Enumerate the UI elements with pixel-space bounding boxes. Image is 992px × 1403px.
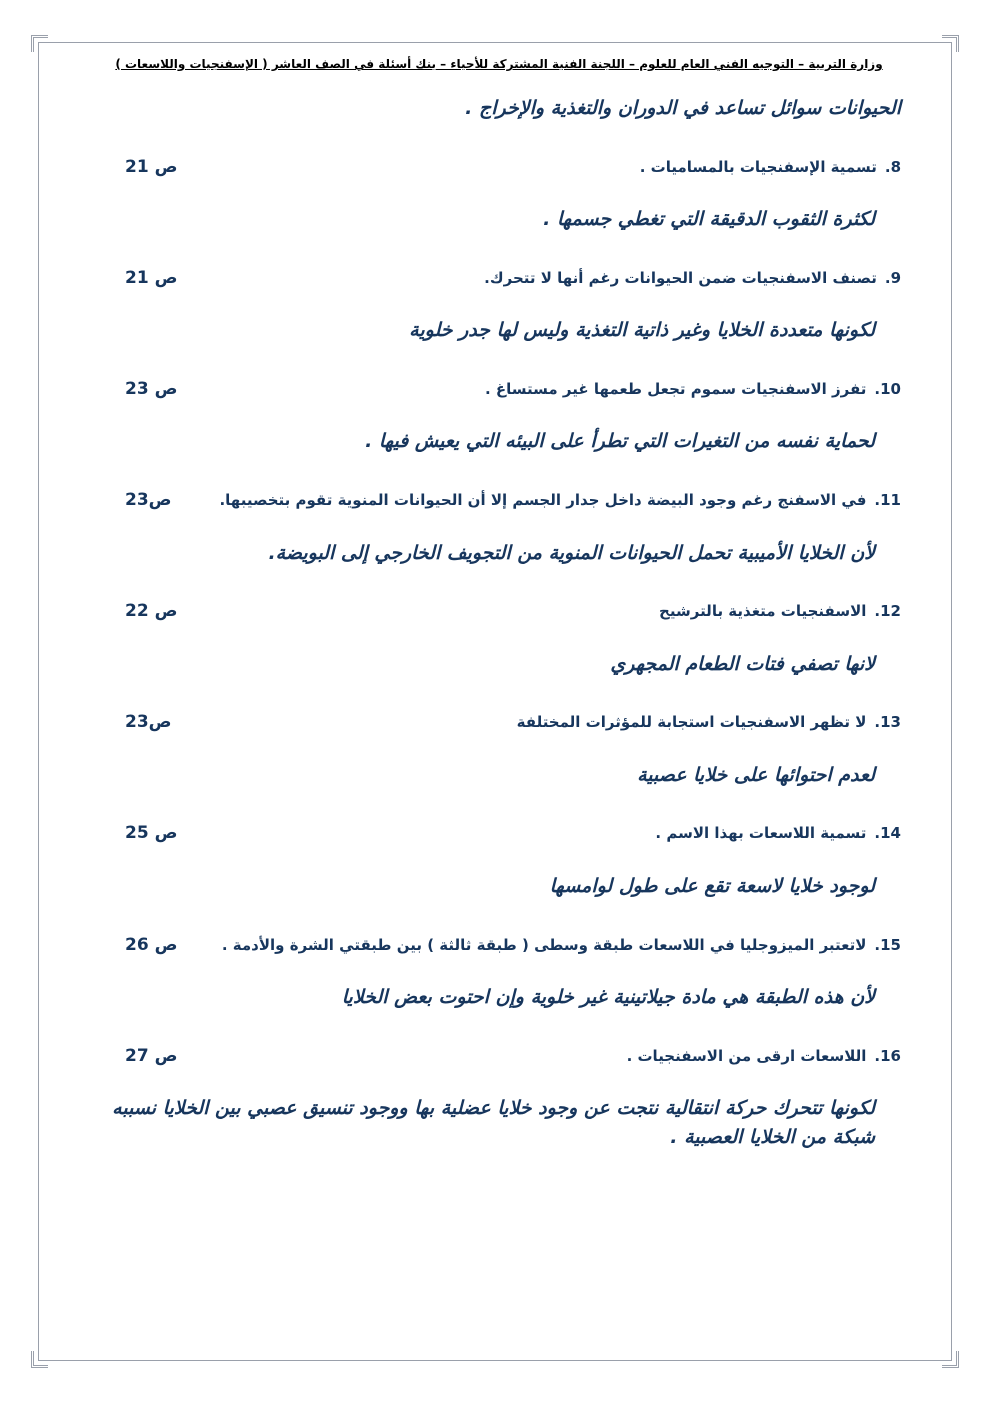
question-number: 10.	[874, 379, 901, 398]
question-number: 11.	[874, 490, 901, 509]
question-number: 16.	[874, 1046, 901, 1065]
page-ref: ص 25	[125, 823, 178, 844]
answer-text: لوجود خلايا لاسعة تقع على طول لوامسها	[549, 875, 875, 898]
page-ref: ص 26	[125, 934, 178, 955]
question-text: تسمية الإسفنجيات بالمساميات .	[639, 157, 877, 176]
answer-text: لكونها تتحرك حركة انتقالية نتجت عن وجود خلايا عضلية بها ووجود تنسيق عصبي بين الخلايا نسببه شبكة من الخلايا العصبية .	[112, 1097, 875, 1148]
question-text: تسمية اللاسعات بهذا الاسم .	[655, 824, 867, 843]
question-text: تفرز الاسفنجيات سموم تجعل طعمها غير مستساغ .	[484, 379, 867, 398]
question-main	[485, 379, 901, 401]
question-main	[517, 712, 901, 734]
question-text: لا تظهر الاسفنجيات استجابة للمؤثرات المختلفة	[516, 713, 867, 732]
question-number: 15.	[874, 935, 901, 954]
answer-text: لكونها متعددة الخلايا وغير ذاتية التغذية وليس لها جدر خلوية	[409, 319, 875, 342]
answer-text: لأن هذه الطبقة هي مادة جيلاتينية غير خلوية وإن احتوت بعض الخلايا	[341, 986, 875, 1009]
answer-text: لحماية نفسه من التغيرات التي تطرأ على البيئه التي يعيش فيها .	[365, 430, 875, 453]
question-number: 8.	[884, 157, 901, 176]
border-corner-bottom-right	[942, 1351, 959, 1368]
question-row	[97, 599, 901, 624]
question-row	[97, 488, 901, 513]
question-main	[484, 268, 901, 290]
answer-text: لأن الخلايا الأميبية تحمل الحيوانات المنوية من التجويف الخارجي إلى البويضة.	[268, 541, 875, 564]
question-row	[97, 377, 901, 402]
question-main	[219, 490, 901, 512]
question-text: لاتعتبر الميزوجليا في اللاسعات طبقة وسطى ( طبقة ثالثة ) بين طبقتي الشرة والأدمة .	[221, 935, 867, 954]
question-number: 14.	[874, 824, 901, 843]
question-number: 13.	[874, 713, 901, 732]
page-ref: ص23	[125, 489, 172, 510]
question-text: اللاسعات ارقى من الاسفنجيات .	[626, 1046, 867, 1065]
question-row	[97, 933, 901, 958]
question-number: 12.	[874, 602, 901, 621]
border-corner-top-right	[942, 35, 959, 52]
page-ref: ص 21	[125, 156, 178, 177]
page-ref: ص 21	[125, 267, 178, 288]
question-text: في الاسفنج رغم وجود البيضة داخل جدار الجسم إلا أن الحيوانات المنوية تقوم بتخصيبها.	[219, 490, 867, 509]
question-main	[222, 935, 901, 957]
page-ref: ص 22	[125, 601, 178, 622]
page-ref: ص23	[125, 712, 172, 733]
answer-text: لعدم احتوائها على خلايا عصبية	[637, 763, 875, 786]
question-row	[97, 821, 901, 846]
answer-text: لكثرة الثقوب الدقيقة التي تغطي جسمها .	[543, 208, 875, 231]
question-row	[97, 1044, 901, 1069]
question-row	[97, 710, 901, 735]
question-main	[655, 823, 901, 845]
question-main	[659, 601, 901, 623]
answer-text: لانها تصفي فتات الطعام المجهري	[610, 652, 875, 675]
intro-answer-text: الحيوانات سوائل تساعد في الدوران والتغذية والإخراج .	[465, 97, 901, 119]
question-text: الاسفنجيات متغذية بالترشيح	[659, 602, 867, 621]
question-main	[640, 157, 901, 179]
question-row	[97, 266, 901, 291]
question-row	[97, 155, 901, 180]
page-ref: ص 23	[125, 378, 178, 399]
page-border	[38, 42, 952, 1361]
question-main	[627, 1046, 901, 1068]
document-content	[39, 43, 951, 1171]
question-number: 9.	[884, 268, 901, 287]
border-corner-top-left	[31, 35, 48, 52]
border-corner-bottom-left	[31, 1351, 48, 1368]
page-ref: ص 27	[125, 1045, 178, 1066]
question-text: تصنف الاسفنجيات ضمن الحيوانات رغم أنها لا تتحرك.	[484, 268, 877, 287]
document-header: وزارة التربية – التوجيه الفني العام للعلوم – اللجنة الفنية المشتركة للأحياء – بنك أسئلة في الصف العاشر ( الإسفنجيات واللاسعات )	[115, 57, 883, 71]
